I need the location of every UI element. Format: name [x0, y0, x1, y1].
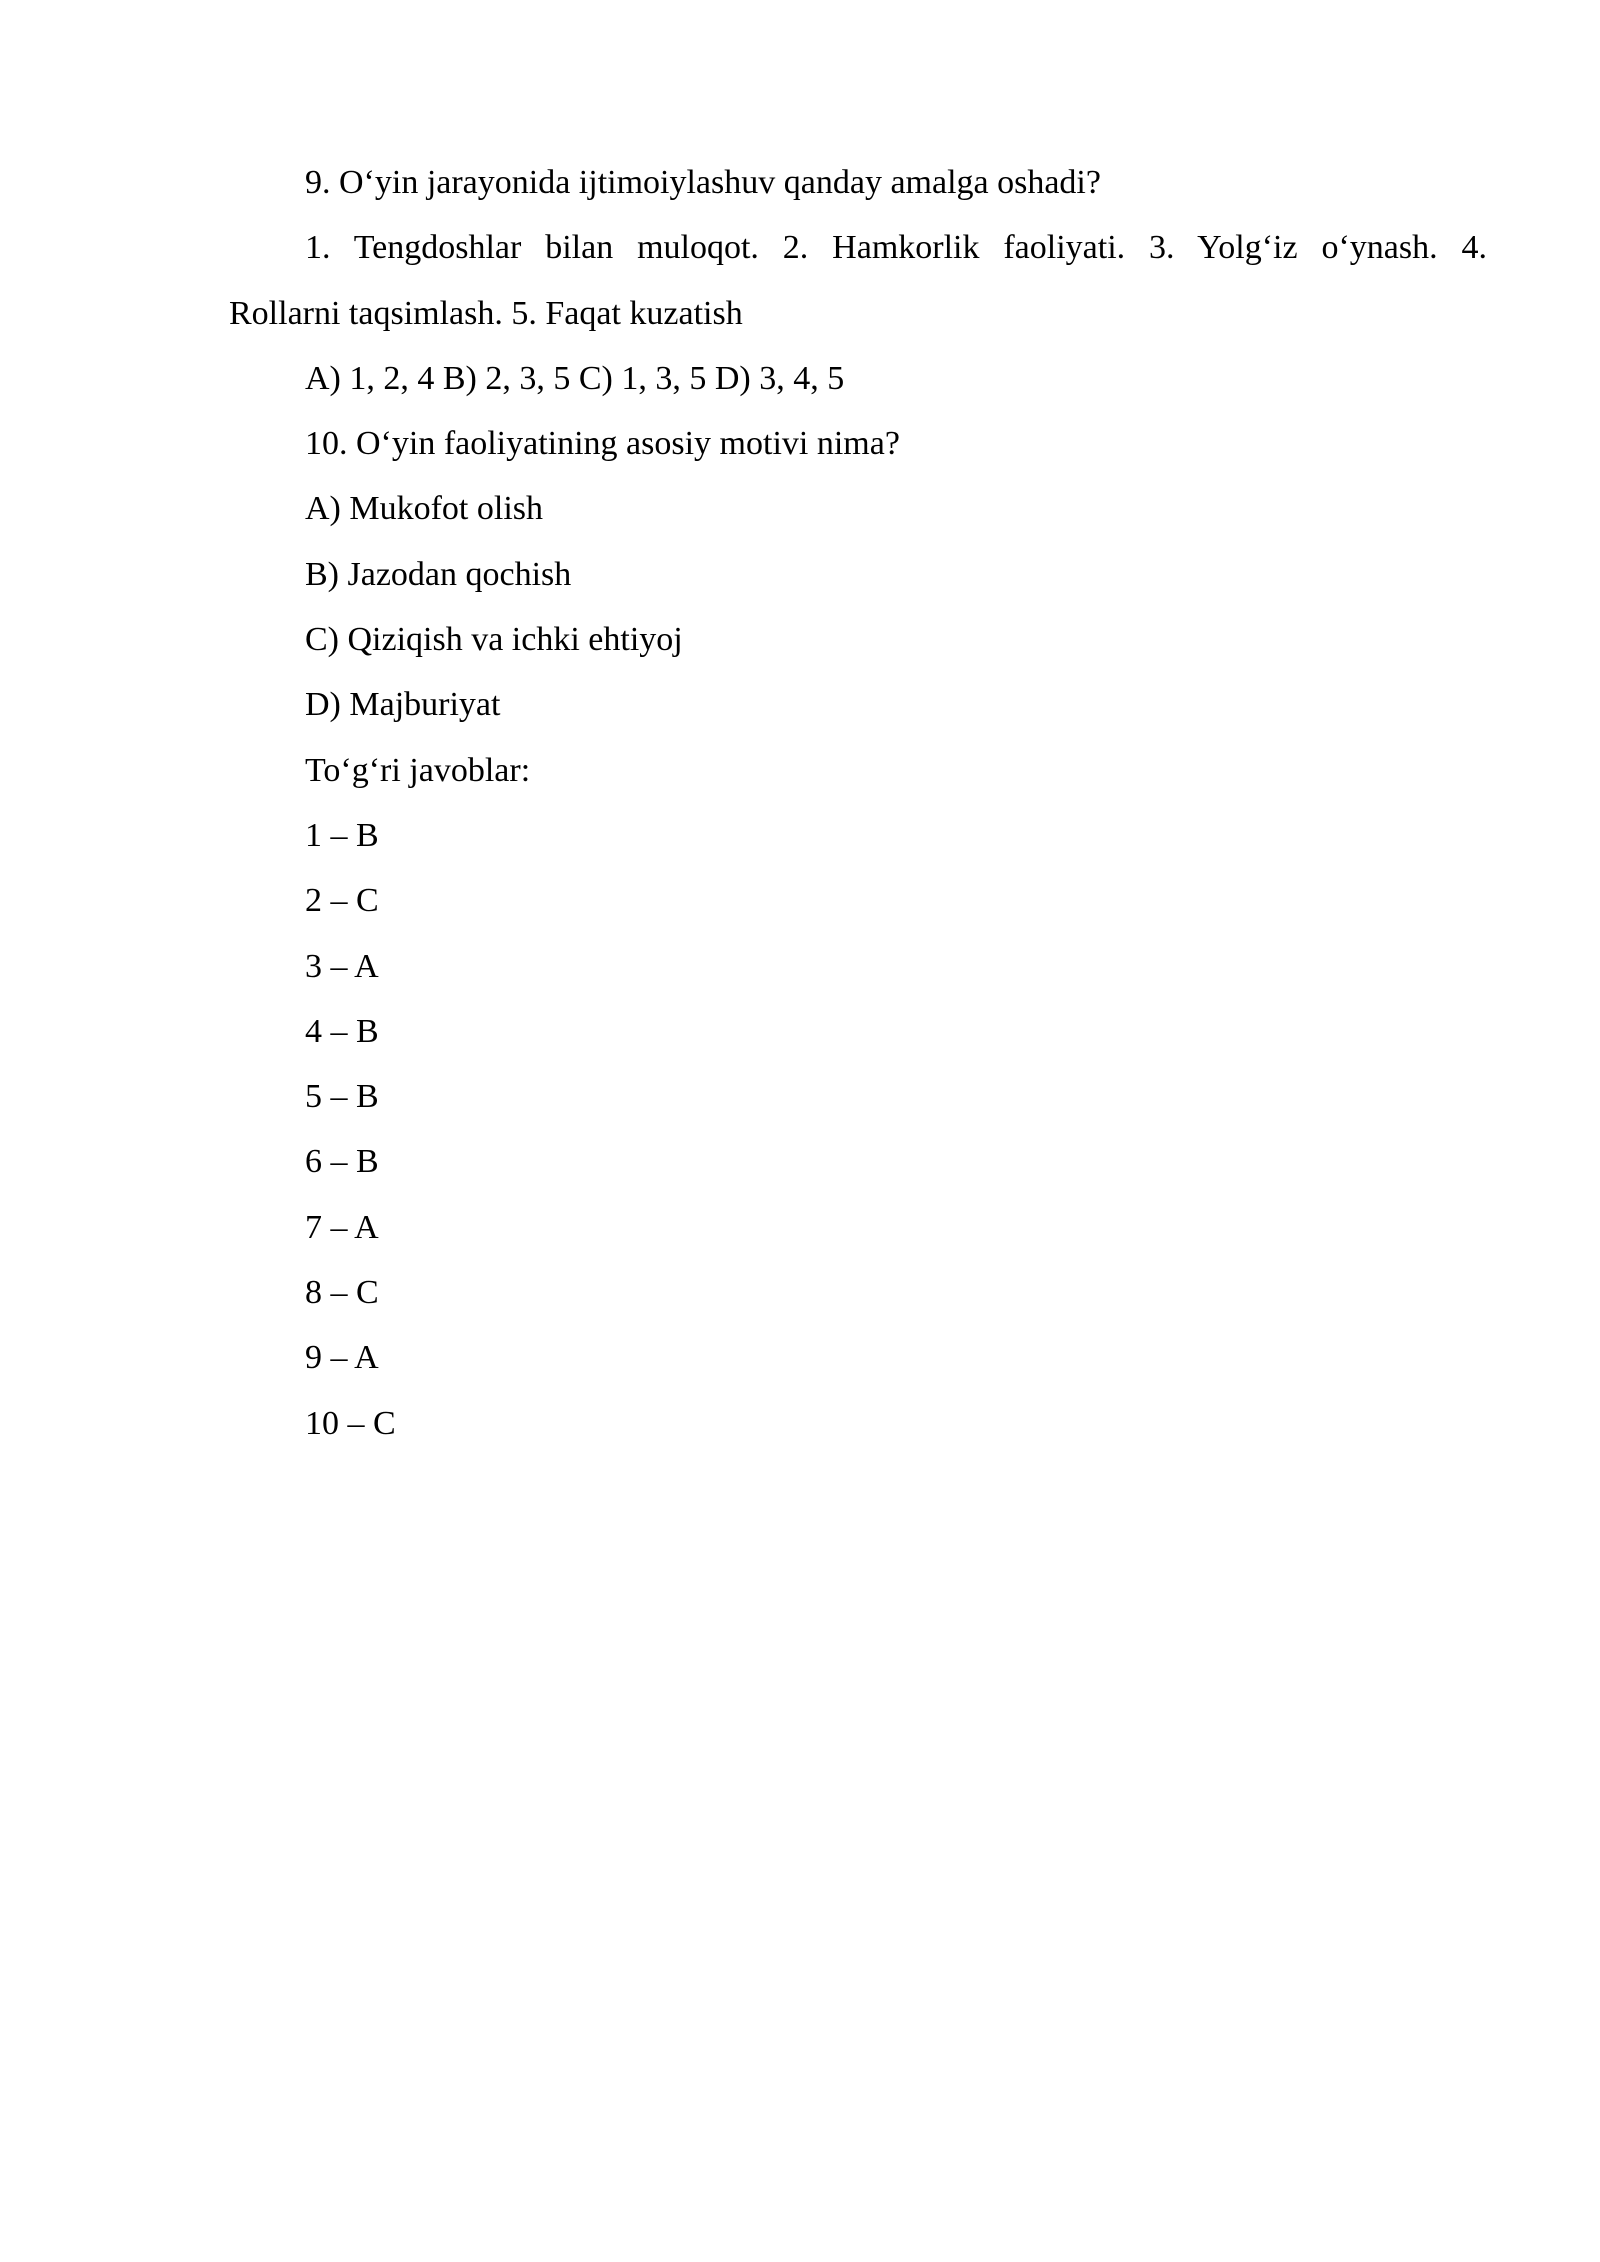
answer-item: 5 – B [305, 1078, 379, 1116]
answer-item: 6 – B [305, 1143, 379, 1181]
question-10-option-d: D) Majburiyat [305, 686, 501, 724]
answer-item: 9 – A [305, 1339, 379, 1377]
question-10-option-b: B) Jazodan qochish [305, 555, 572, 593]
question-9-statement-line-2: Rollarni taqsimlash. 5. Faqat kuzatish [229, 294, 743, 332]
answer-item: 10 – C [305, 1404, 396, 1442]
answer-item: 7 – A [305, 1208, 379, 1246]
answer-item: 1 – B [305, 816, 379, 854]
answer-item: 3 – A [305, 947, 379, 985]
answer-item: 2 – C [305, 882, 379, 920]
question-10-title: 10. O‘yin faoliyatining asosiy motivi nima? [305, 425, 900, 463]
document-body [229, 150, 1487, 1456]
question-9-title: 9. O‘yin jarayonida ijtimoiylashuv qanday amalga oshadi? [305, 164, 1101, 201]
answer-item: 8 – C [305, 1274, 379, 1312]
answers-heading: To‘g‘ri javoblar: [305, 751, 531, 789]
question-9-options: A) 1, 2, 4 B) 2, 3, 5 C) 1, 3, 5 D) 3, 4, 5 [305, 359, 845, 397]
question-10-option-c: C) Qiziqish va ichki ehtiyoj [305, 621, 683, 659]
question-9-statement-line-1: 1. Tengdoshlar bilan muloqot. 2. Hamkorlik faoliyati. 3. Yolg‘iz o‘ynash. 4. [305, 229, 1487, 267]
question-10-option-a: A) Mukofot olish [305, 490, 543, 528]
answer-item: 4 – B [305, 1012, 379, 1050]
